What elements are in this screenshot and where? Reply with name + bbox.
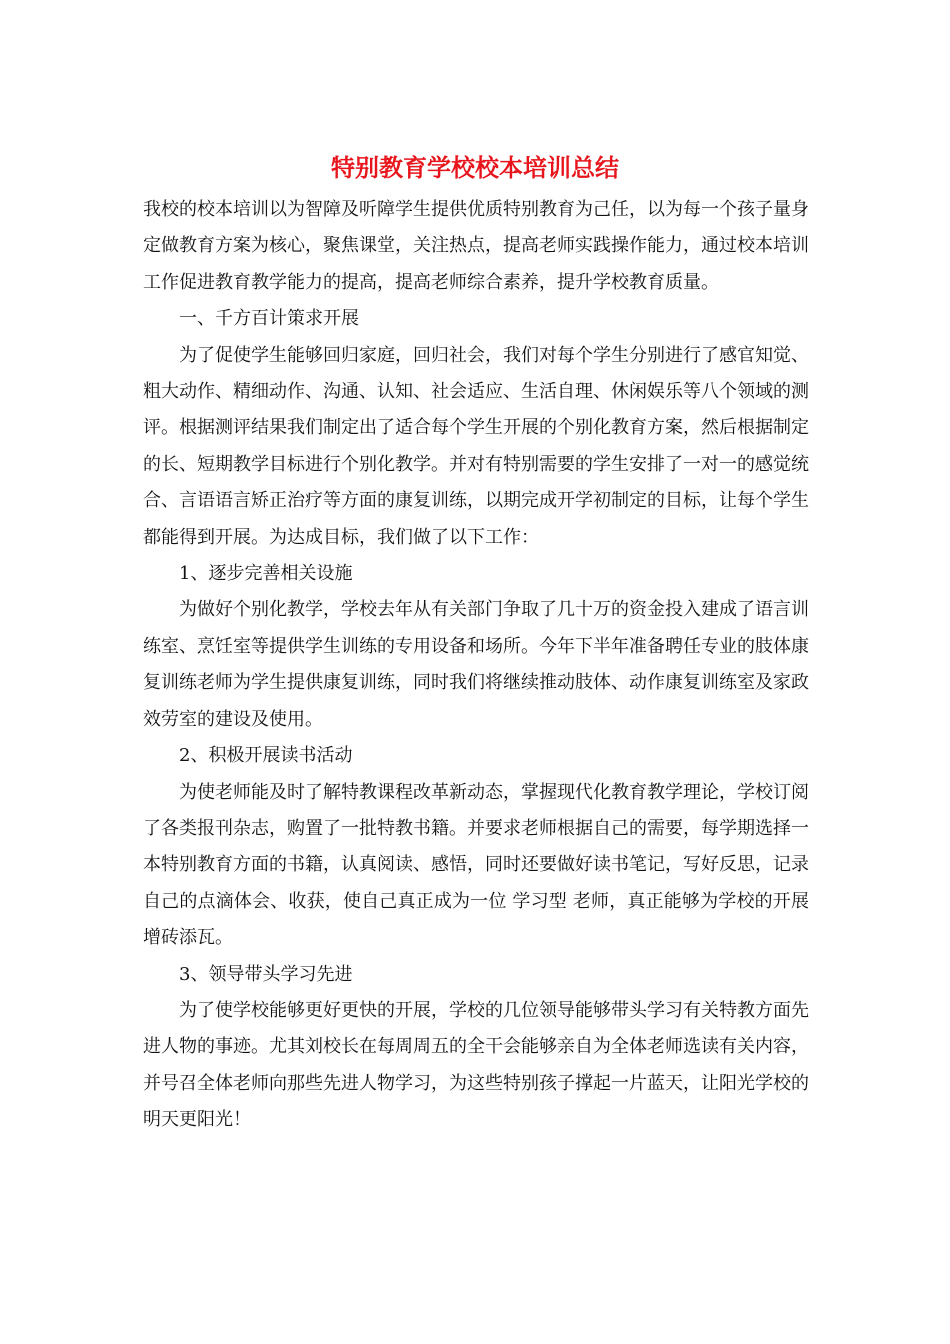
item-3-paragraph: 为了使学校能够更好更快的开展，学校的几位领导能够带头学习有关特教方面先进人物的事迹。尤其刘校长在每周周五的全干会能够亲自为全体老师选读有关内容，并号召全体老师向那些先进人物学习，为这些特别孩子撑起一片蓝天，让阳光学校的明天更阳光！ <box>143 999 809 1131</box>
section-1-heading: 一、千方百计策求开展 <box>179 308 359 330</box>
page-title: 特别教育学校校本培训总结 <box>331 153 619 182</box>
item-1-paragraph: 为做好个别化教学，学校去年从有关部门争取了几十万的资金投入建成了语言训练室、烹饪室等提供学生训练的专用设备和场所。今年下半年准备聘任专业的肢体康复训练老师为学生提供康复训练，同时我们将继续推动肢体、动作康复训练室及家政效劳室的建设及使用。 <box>143 599 809 730</box>
item-1-heading: 1、逐步完善相关设施 <box>179 563 353 585</box>
section-1-paragraph: 为了促使学生能够回归家庭，回归社会，我们对每个学生分别进行了感官知觉、粗大动作、精细动作、沟通、认知、社会适应、生活自理、休闲娱乐等八个领域的测评。根据测评结果我们制定出了适合每个学生开展的个别化教育方案，然后根据制定的长、短期教学目标进行个别化教学。并对有特别需要的学生安排了一对一的感觉统合、言语语言矫正治疗等方面的康复训练，以期完成开学初制定的目标，让每个学生都能得到开展。为达成目标，我们做了以下工作： <box>143 344 809 548</box>
item-2-paragraph: 为使老师能及时了解特教课程改革新动态，掌握现代化教育教学理论，学校订阅了各类报刊杂志，购置了一批特教书籍。并要求老师根据自己的需要，每学期选择一本特别教育方面的书籍，认真阅读、感悟，同时还要做好读书笔记，写好反思，记录自己的点滴体会、收获，使自己真正成为一位 学习型 老师，真正能够为学校的开展增砖添瓦。 <box>143 781 809 949</box>
intro-paragraph: 我校的校本培训以为智障及听障学生提供优质特别教育为己任，以为每一个孩子量身定做教育方案为核心，聚焦课堂，关注热点，提高老师实践操作能力，通过校本培训工作促进教育教学能力的提高，提高老师综合素养，提升学校教育质量。 <box>143 199 809 293</box>
item-3-heading: 3、领导带头学习先进 <box>179 963 353 985</box>
item-2-heading: 2、积极开展读书活动 <box>179 745 353 767</box>
document-body <box>143 192 809 1139</box>
